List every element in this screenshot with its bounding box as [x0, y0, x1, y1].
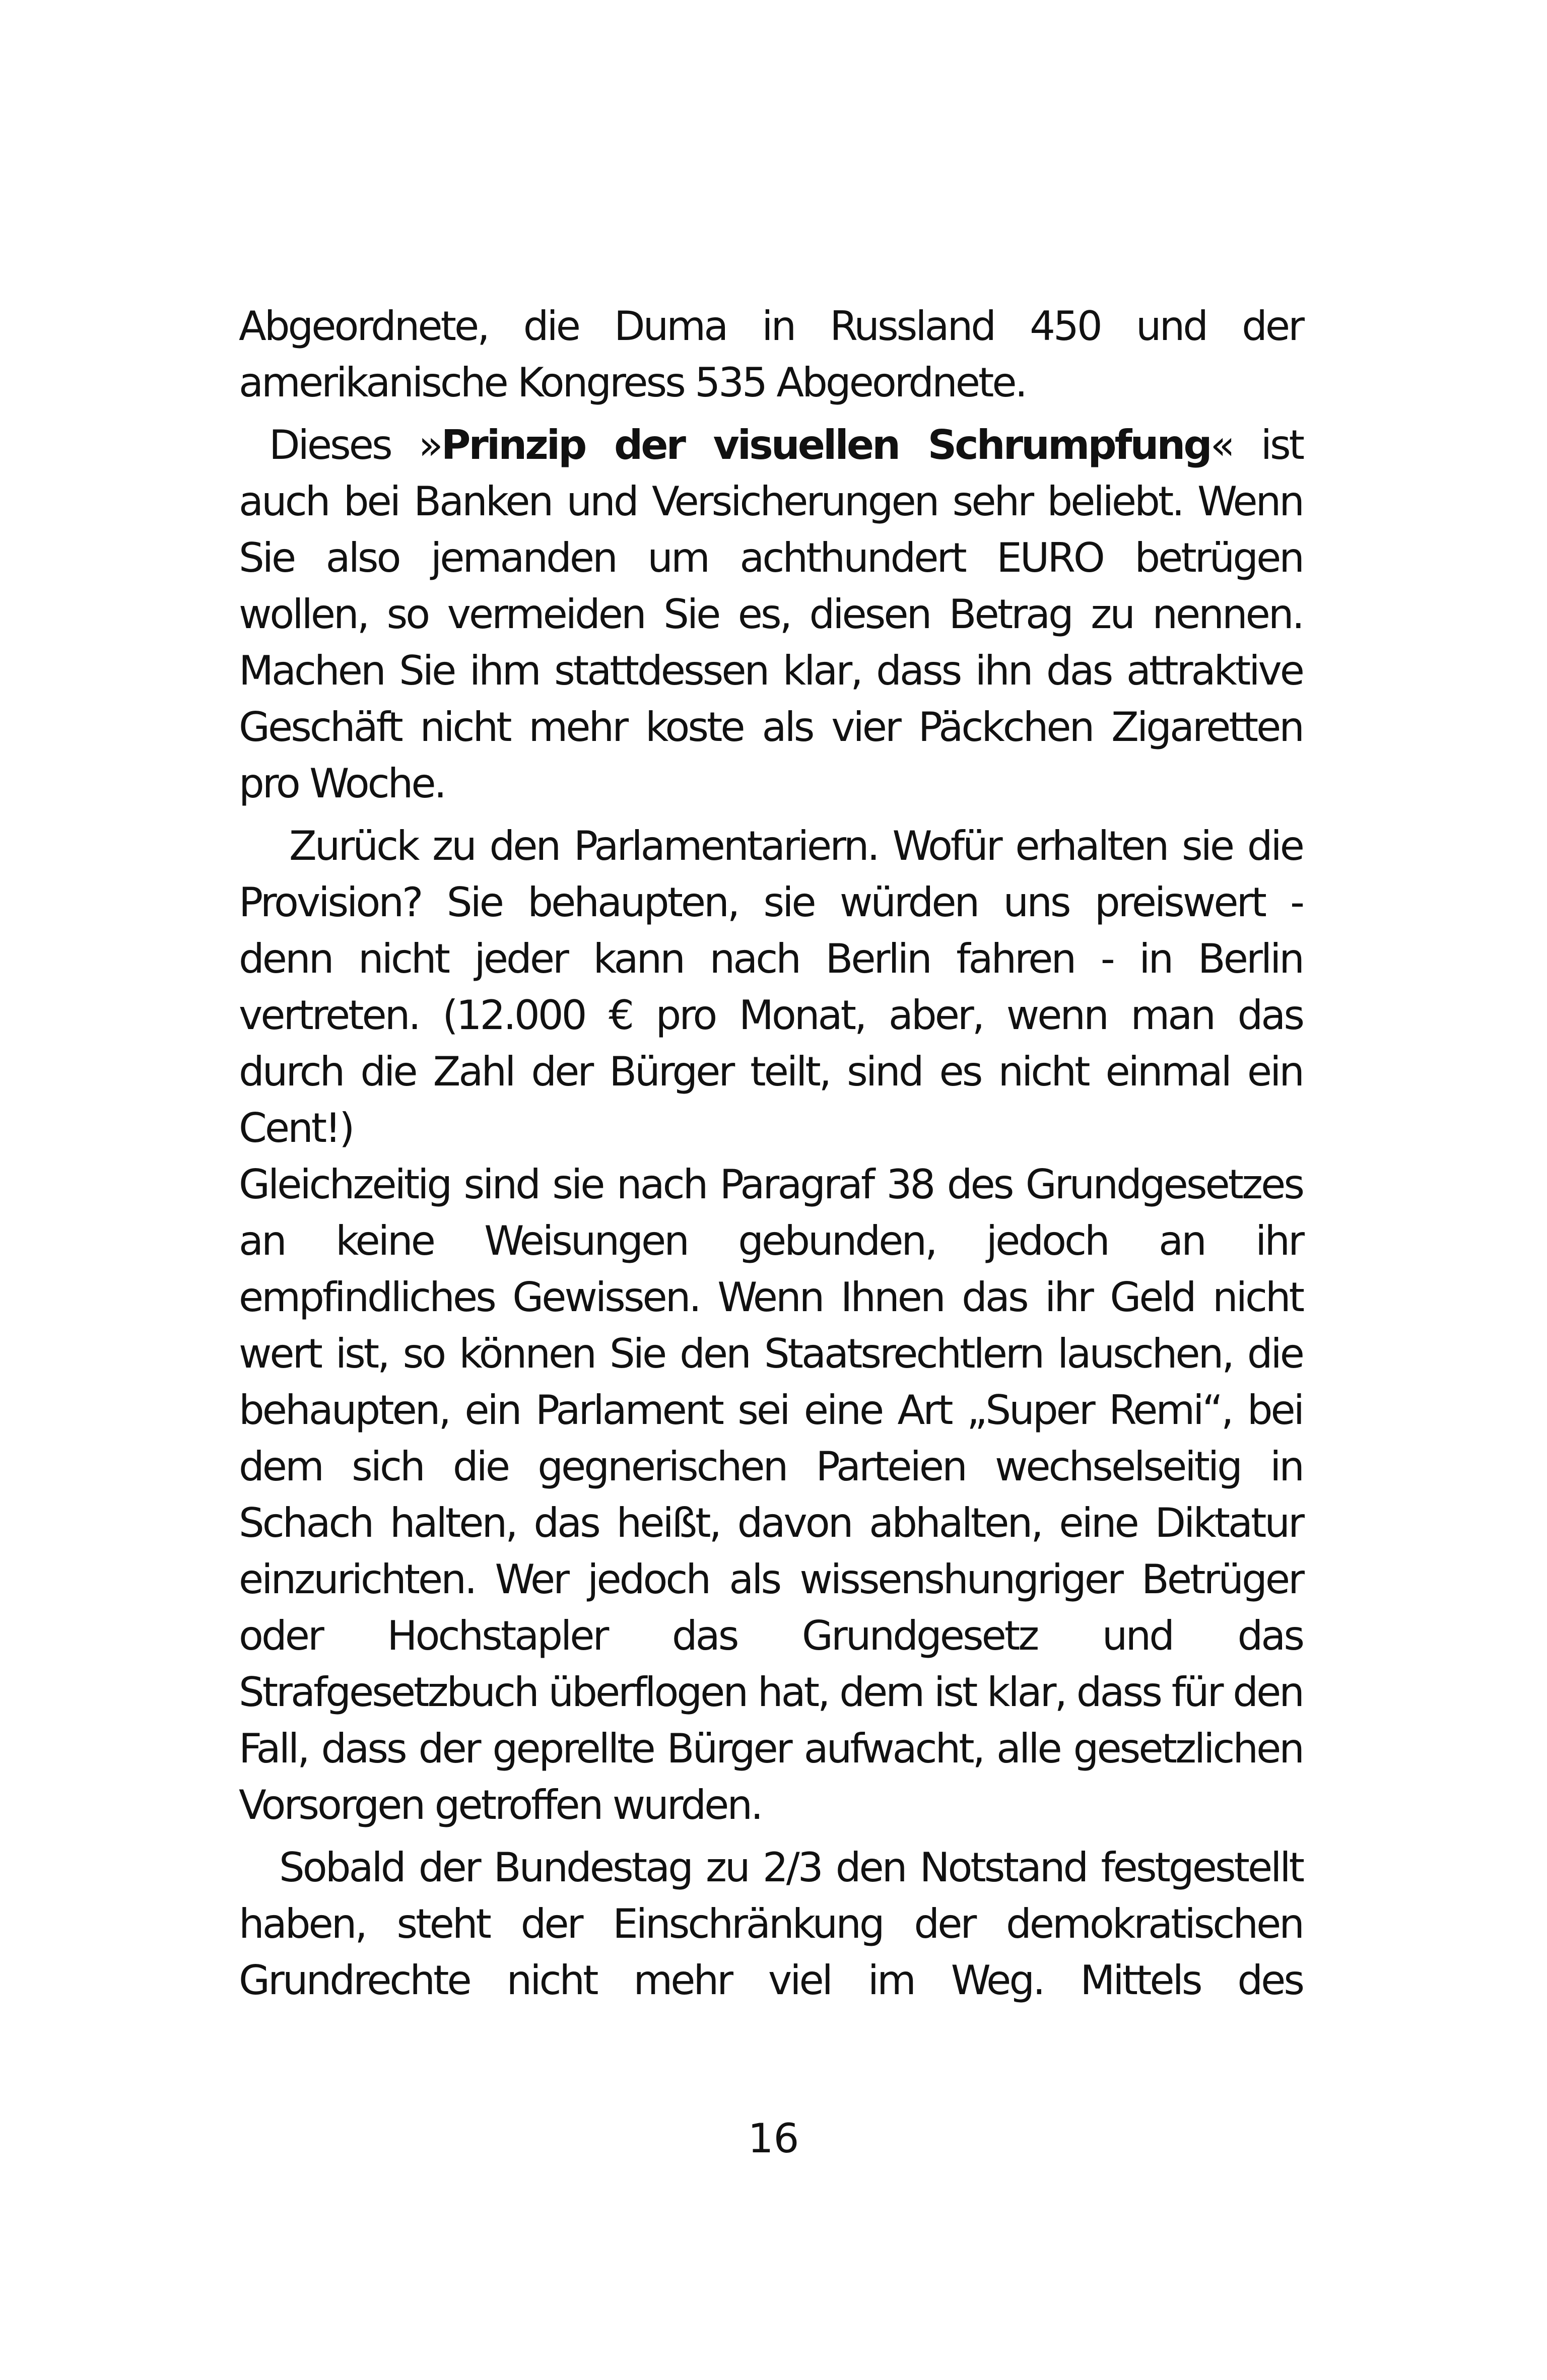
paragraph-1-text: Abgeordnete, die Duma in Russland 450 und der amerikanische Kongress 535 Abgeordnete. [239, 303, 1303, 406]
paragraph-3 [239, 818, 1303, 1157]
paragraph-4-text: Gleichzeitig sind sie nach Paragraf 38 des Grundgesetzes an keine Weisungen gebunden, jedoch an ihr empfindliches Gewissen. Wenn Ihnen das ihr Geld nicht wert ist, so können Sie den Staatsrechtlern lauschen, die behaupten, ein Parlament sei eine Art „Super Remi“, bei dem sich die gegnerischen Parteien wechselseitig in Schach halten, das heißt, davon abhalten, eine Diktatur einzurichten. Wer jedoch als wissenshungriger Betrüger oder Hochstapler das Grundgesetz und das Strafgesetzbuch überflogen hat, dem ist klar, dass für den Fall, dass der geprellte Bürger aufwacht, alle gesetzlichen Vorsorgen getroffen wurden. [239, 1161, 1303, 1828]
paragraph-2-after: « ist auch bei Banken und Versicherungen sehr beliebt. Wenn Sie also jemanden um achthundert EURO betrügen wollen, so vermeiden Sie es, diesen Betrag zu nennen. Machen Sie ihm stattdessen klar, dass ihn das attraktive Geschäft nicht mehr koste als vier Päckchen Zigaretten pro Woche. [239, 422, 1303, 807]
paragraph-2-before: Dieses » [269, 422, 441, 468]
paragraph-1 [239, 298, 1303, 411]
page-number: 16 [748, 2115, 799, 2162]
paragraph-5-text: Sobald der Bundestag zu 2/3 den Notstand festgestellt haben, steht der Einschränkung der demokratischen Grundrechte nicht mehr viel im Weg. Mittels des [239, 1844, 1303, 2004]
paragraph-5 [239, 1840, 1303, 2009]
paragraph-4 [239, 1157, 1303, 1833]
paragraph-2 [239, 417, 1303, 812]
body-text [239, 298, 1303, 2009]
paragraph-3-text: Zurück zu den Parlamentariern. Wofür erhalten sie die Provision? Sie behaupten, sie würden uns preiswert - denn nicht jeder kann nach Berlin fahren - in Berlin vertreten. (12.000 € pro Monat, aber, wenn man das durch die Zahl der Bürger teilt, sind es nicht einmal ein Cent!) [239, 823, 1303, 1151]
paragraph-2-bold-term: Prinzip der visuellen Schrumpfung [441, 422, 1210, 468]
